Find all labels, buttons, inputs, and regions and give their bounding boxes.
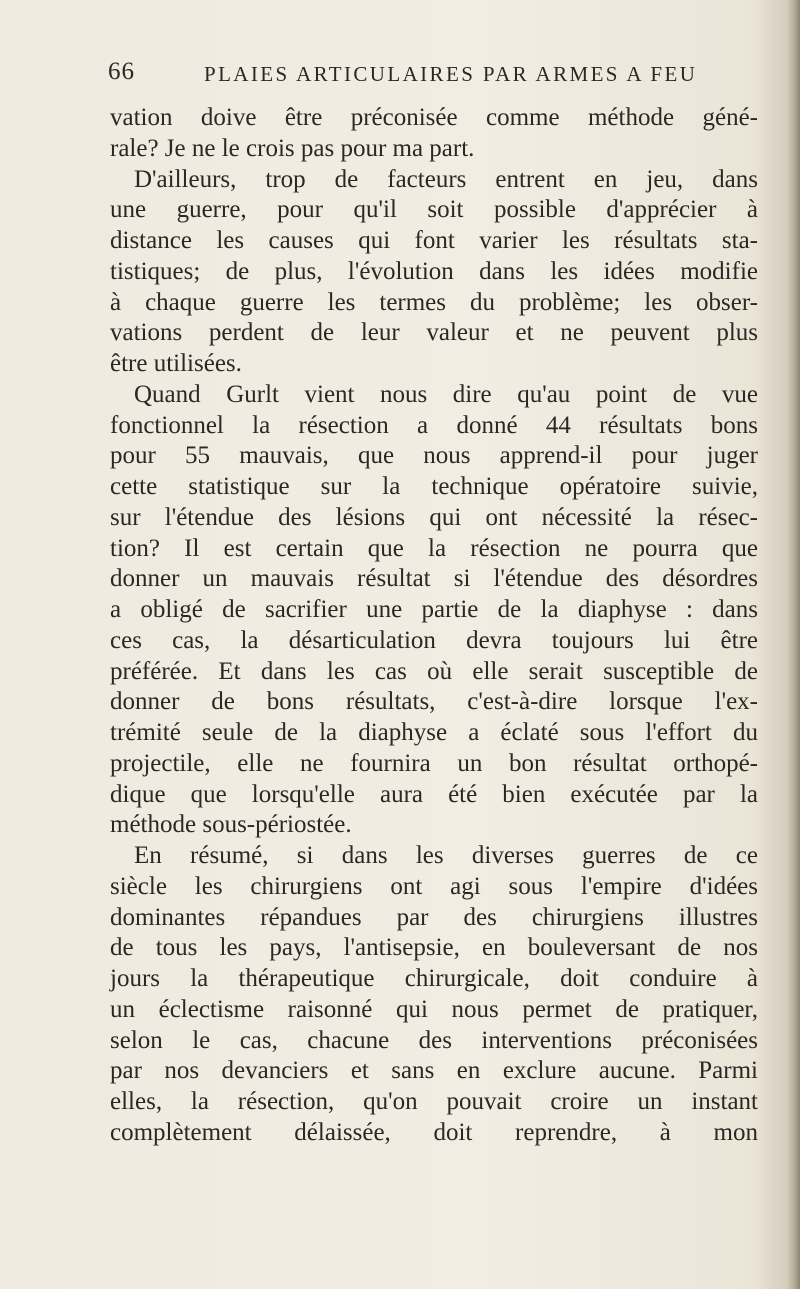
text-line: pour 55 mauvais, que nous apprend-il pour juger xyxy=(110,442,758,470)
text-line: trémité seule de la diaphyse a éclaté sous l'effort du xyxy=(110,719,758,746)
text-line: rale? Je ne le crois pas pour ma part. xyxy=(110,134,475,162)
text-line: En résumé, si dans les diverses guerres de ce xyxy=(134,842,758,869)
text-line: selon le cas, chacune des interventions préconisées xyxy=(110,1026,758,1054)
text-line: fonctionnel la résection a donné 44 résultats bons xyxy=(110,411,758,439)
text-line: une guerre, pour qu'il soit possible d'apprécier à xyxy=(110,196,758,224)
text-line: préférée. Et dans les cas où elle serait susceptible de xyxy=(110,657,758,685)
text-line: ces cas, la désarticulation devra toujours lui être xyxy=(110,626,758,654)
text-line: D'ailleurs, trop de facteurs entrent en jeu, dans xyxy=(134,165,758,193)
text-line: méthode sous-périostée. xyxy=(110,811,352,839)
body-text xyxy=(110,103,758,1149)
text-line: distance les causes qui font varier les résultats sta- xyxy=(110,227,758,254)
text-line: tistiques; de plus, l'évolution dans les idées modifie xyxy=(110,257,758,285)
text-line: tion? Il est certain que la résection ne pourra que xyxy=(110,534,758,562)
text-line: par nos devanciers et sans en exclure aucune. Parmi xyxy=(110,1057,758,1085)
text-line: Quand Gurlt vient nous dire qu'au point de vue xyxy=(134,380,758,408)
text-line: vation doive être préconisée comme méthode géné- xyxy=(110,104,758,131)
text-line: elles, la résection, qu'on pouvait croire un instant xyxy=(110,1088,758,1115)
text-line: jours la thérapeutique chirurgicale, doit conduire à xyxy=(110,965,758,992)
text-line: dominantes répandues par des chirurgiens illustres xyxy=(110,903,758,931)
text-line: donner de bons résultats, c'est-à-dire lorsque l'ex- xyxy=(110,688,758,716)
text-line: être utilisées. xyxy=(110,350,242,377)
text-line: cette statistique sur la technique opératoire suivie, xyxy=(110,473,758,500)
text-line: sur l'étendue des lésions qui ont nécessité la résec- xyxy=(110,503,758,531)
text-line: vations perdent de leur valeur et ne peuvent plus xyxy=(110,319,758,347)
text-line: a obligé de sacrifier une partie de la diaphyse : dans xyxy=(110,596,758,623)
text-line: complètement délaissée, doit reprendre, à mon xyxy=(110,1118,758,1146)
running-title: PLAIES ARTICULAIRES PAR ARMES A FEU xyxy=(204,62,698,86)
text-line: donner un mauvais résultat si l'étendue des désordres xyxy=(110,565,758,593)
page-edge-shadow xyxy=(788,0,800,1289)
text-line: dique que lorsqu'elle aura été bien exécutée par la xyxy=(110,780,758,808)
text-line: projectile, elle ne fournira un bon résultat orthopé- xyxy=(110,749,758,777)
text-line: de tous les pays, l'antisepsie, en bouleversant de nos xyxy=(110,934,758,962)
text-line: à chaque guerre les termes du problème; les obser- xyxy=(110,288,758,316)
text-line: siècle les chirurgiens ont agi sous l'empire d'idées xyxy=(110,872,758,900)
page-number: 66 xyxy=(108,58,135,85)
page-header xyxy=(108,58,748,98)
text-line: un éclectisme raisonné qui nous permet de pratiquer, xyxy=(110,995,758,1023)
